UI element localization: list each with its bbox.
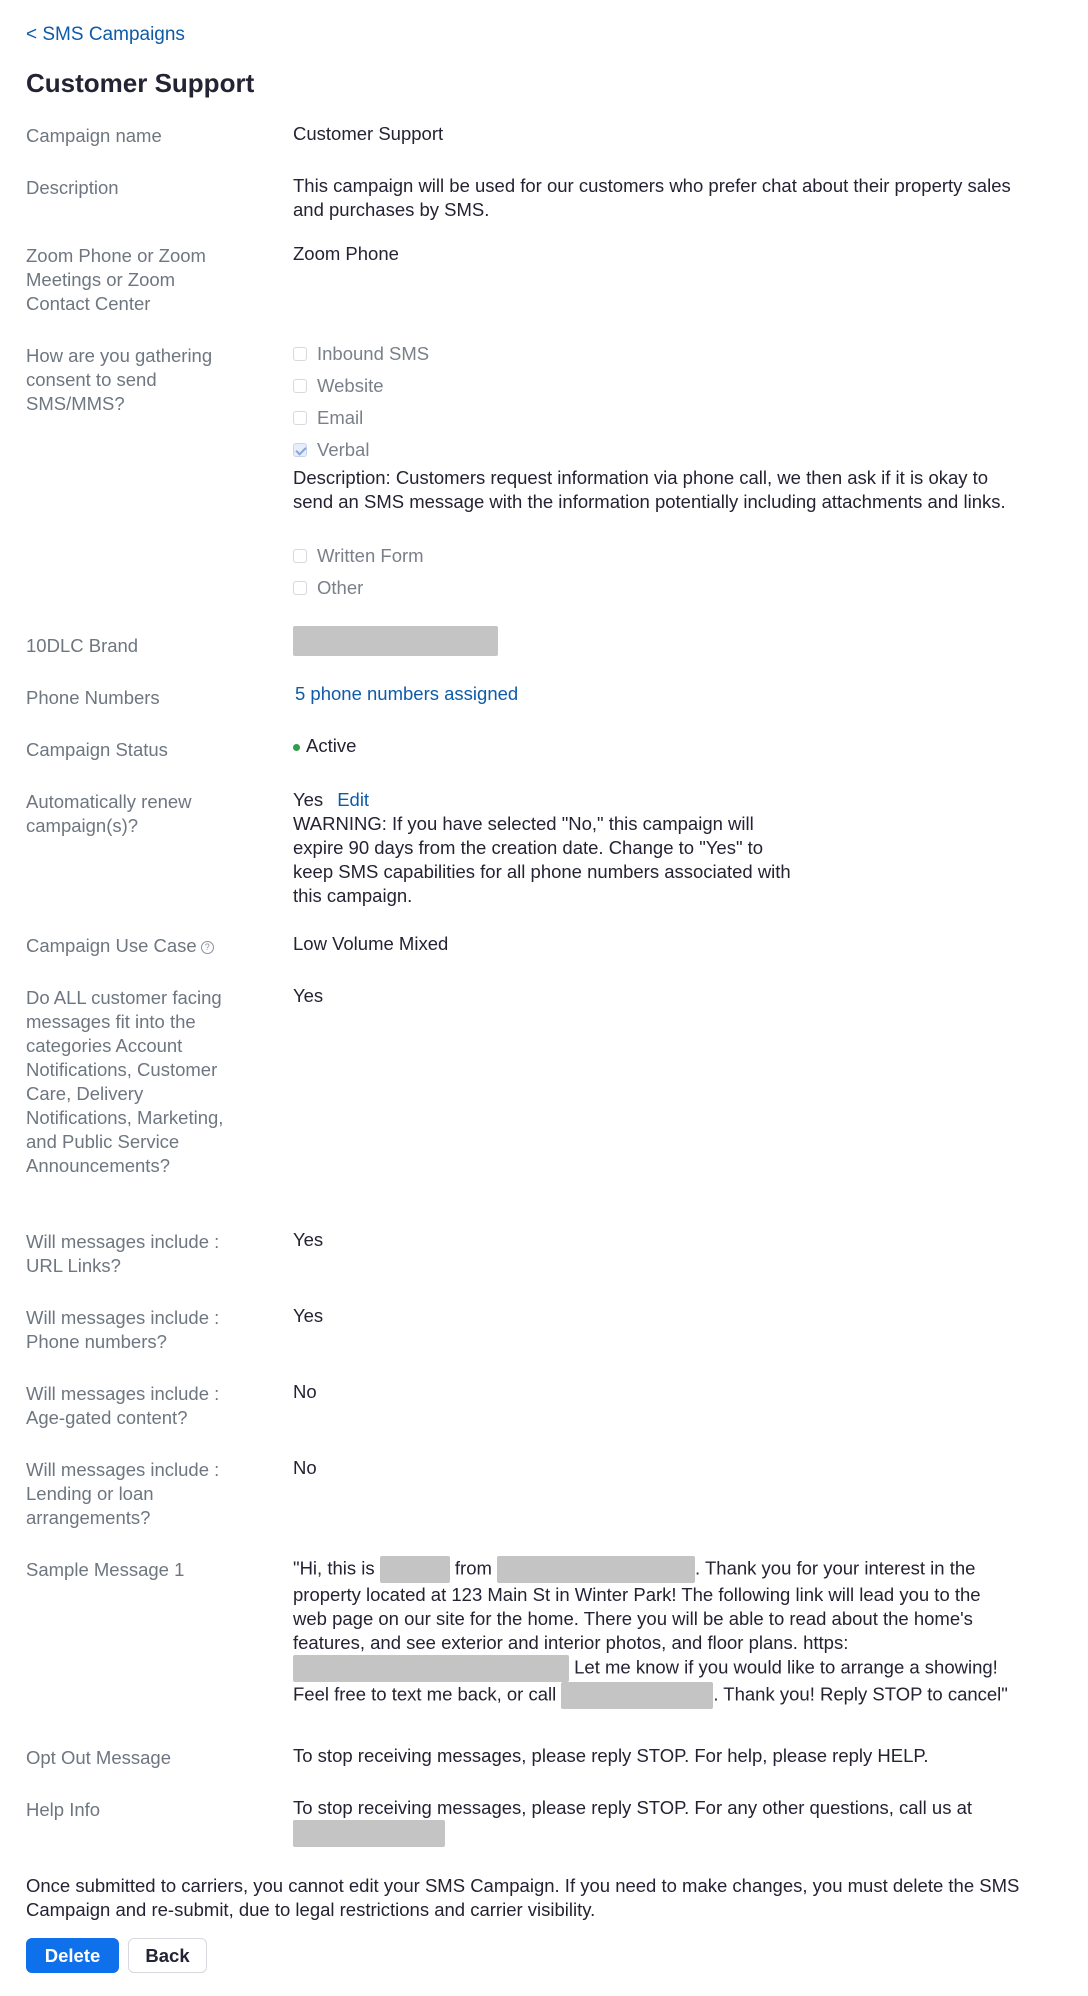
- field-label: Automatically renew campaign(s)?: [26, 791, 192, 836]
- field-value: [293, 734, 1013, 758]
- consent-option-inbound-sms[interactable]: Inbound SMS: [293, 342, 429, 366]
- consent-option-written-form[interactable]: Written Form: [293, 544, 424, 568]
- checkbox[interactable]: [293, 549, 307, 563]
- field-label: Campaign name: [26, 125, 162, 146]
- phone-numbers-assigned-link[interactable]: 5 phone numbers assigned: [295, 683, 519, 704]
- checkbox[interactable]: [293, 347, 307, 361]
- field-value: This campaign will be used for our customers who prefer chat about their property sales and purchases by SMS.: [293, 175, 1011, 220]
- field-value: Customer Support: [293, 123, 444, 144]
- consent-option-email[interactable]: Email: [293, 406, 363, 430]
- carrier-submission-note: Once submitted to carriers, you cannot edit your SMS Campaign. If you need to make changes, you must delete the SMS Campaign and re-submit, due to legal restrictions and carrier visibility.: [26, 1875, 1020, 1920]
- field-value: To stop receiving messages, please reply STOP. For help, please reply HELP.: [293, 1745, 929, 1766]
- field-label: Will messages include : Age-gated content?: [26, 1383, 220, 1428]
- field-label: Zoom Phone or Zoom Meetings or Zoom Contact Center: [26, 245, 206, 314]
- field-label: Do ALL customer facing messages fit into the categories Account Notifications, Customer Care, Delivery Notifications, Marketing, and Public Service Announcements?: [26, 987, 224, 1176]
- field-value: [293, 626, 1013, 656]
- redacted-phone: [561, 1682, 713, 1709]
- field-label: Campaign Use Case ?: [26, 934, 226, 958]
- redacted-phone: [293, 1820, 445, 1847]
- help-info-text: To stop receiving messages, please reply STOP. For any other questions, call us at: [293, 1796, 1013, 1847]
- field-label: Phone Numbers: [26, 687, 160, 708]
- checkbox[interactable]: [293, 379, 307, 393]
- consent-option-other[interactable]: Other: [293, 576, 363, 600]
- status-active-dot: [293, 744, 300, 751]
- auto-renew-value: Yes: [293, 789, 324, 810]
- consent-option-website[interactable]: Website: [293, 374, 384, 398]
- field-label: Campaign Status: [26, 739, 168, 760]
- checkbox-checked[interactable]: [293, 443, 307, 457]
- help-icon[interactable]: ?: [201, 941, 214, 954]
- field-value: Low Volume Mixed: [293, 933, 449, 954]
- field-label: Opt Out Message: [26, 1747, 171, 1768]
- redacted-brand: [293, 626, 498, 656]
- field-value: Zoom Phone: [293, 243, 399, 264]
- consent-option-verbal[interactable]: Verbal: [293, 438, 369, 462]
- sample-message-text: "Hi, this is from . Thank you for your interest in the property located at 123 Main St in Winter Park! The following link will lead you to the web page on our site for the home. There you will be able to read about the home's features, and see exterior and interior photos, and floor plans. https: Let me know if you would like to arrange a showing! Feel free to text me back, or call . Thank you! Reply STOP to cancel": [293, 1556, 1013, 1709]
- field-value: Yes: [293, 985, 324, 1006]
- verbal-consent-description: Description: Customers request information via phone call, we then ask if it is okay to send an SMS message with the information potentially including attachments and links.: [293, 467, 1006, 512]
- consent-options: [293, 342, 1013, 612]
- field-value: No: [293, 1457, 317, 1478]
- field-value: Yes: [293, 1229, 324, 1250]
- field-label: How are you gathering consent to send SMS/MMS?: [26, 345, 213, 414]
- delete-button[interactable]: Delete: [26, 1938, 119, 1973]
- status-text: Active: [306, 735, 357, 756]
- auto-renew-warning: WARNING: If you have selected "No," this campaign will expire 90 days from the creation date. Change to "Yes" to keep SMS capabilities for all phone numbers associated with this campaign.: [293, 813, 791, 906]
- redacted-name: [380, 1556, 450, 1583]
- field-label: 10DLC Brand: [26, 635, 139, 656]
- field-label: Will messages include : Phone numbers?: [26, 1307, 220, 1352]
- field-label: Description: [26, 177, 119, 198]
- field-label: Sample Message 1: [26, 1559, 185, 1580]
- checkbox[interactable]: [293, 411, 307, 425]
- edit-auto-renew-link[interactable]: Edit: [337, 789, 370, 810]
- back-to-sms-campaigns-link[interactable]: < SMS Campaigns: [26, 24, 185, 45]
- back-button[interactable]: Back: [128, 1938, 207, 1973]
- page-title: Customer Support: [26, 68, 255, 98]
- field-label: Help Info: [26, 1799, 101, 1820]
- field-value: No: [293, 1381, 317, 1402]
- redacted-company: [497, 1556, 695, 1583]
- checkbox[interactable]: [293, 581, 307, 595]
- field-label: Will messages include : URL Links?: [26, 1231, 220, 1276]
- field-value: [293, 788, 793, 908]
- redacted-url: [293, 1655, 569, 1682]
- field-label: Will messages include : Lending or loan arrangements?: [26, 1459, 220, 1528]
- field-value: Yes: [293, 1305, 324, 1326]
